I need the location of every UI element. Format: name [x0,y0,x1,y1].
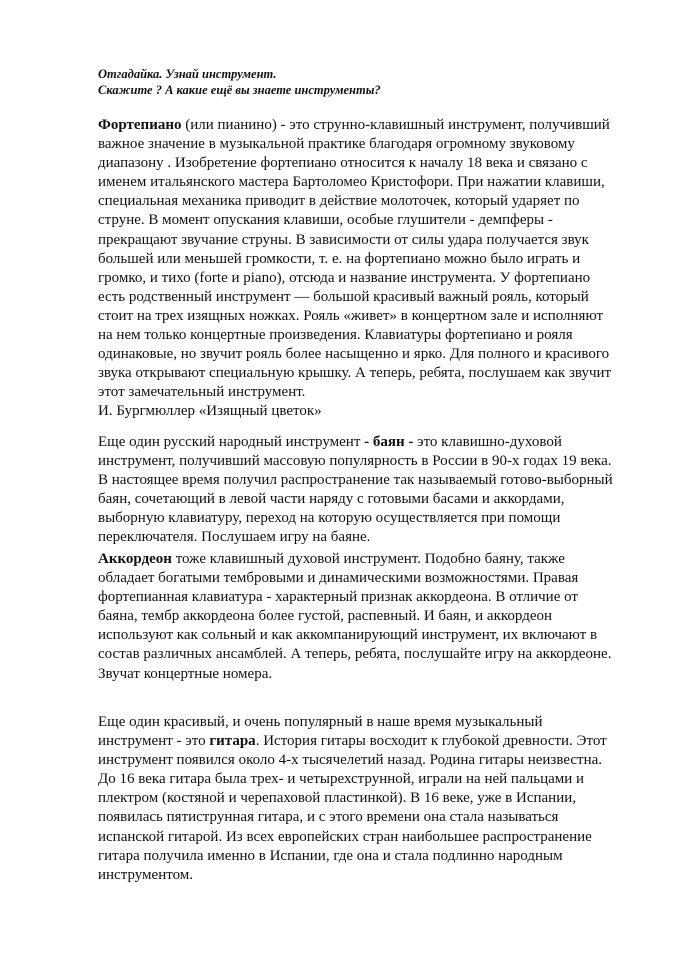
paragraph-line: гитара получила именно в Испании, где она и стала подлинно народным [98,847,563,864]
paragraph-line: состав различных ансамблей. А теперь, ребята, послушайте игру на аккордеоне. [98,646,612,663]
paragraph-guitar [98,713,638,885]
paragraph-line: Звучат концертные номера. [98,665,273,682]
paragraph-line: есть родственный инструмент — большой красивый важный рояль, который [98,288,589,305]
paragraph-line: баяна, тембр аккордеона более густой, распевный. И баян, и аккордеон [98,608,553,625]
paragraph-line: именем итальянского мастера Бартоломео Кристофори. При нажатии клавиши, [98,174,605,191]
paragraph-line: обладает богатыми тембровыми и динамическими возможностями. Правая [98,570,579,587]
paragraph-line: используют как сольный и как аккомпанирующий инструмент, их включают в [98,627,598,644]
term-accordion: Аккордеон [98,551,172,567]
paragraph-line: переключателя. Послушаем игру на баяне. [98,529,371,546]
paragraph-line: плектром (костяной и черепаховой пластинкой). В 16 веке, уже в Испании, [98,790,577,807]
paragraph-line: инструмент появился около 4-х тысячелетий назад. Родина гитары неизвестна. [98,752,603,769]
paragraph-bayan [98,433,638,548]
paragraph-line: звука открывают специальную крышку. А теперь, ребята, послушаем как звучит [98,365,612,382]
paragraph-line: инструмент, получивший массовую популярность в России в 90-х годах 19 века. [98,453,612,470]
paragraph-line: стоит на трех изящных ножках. Рояль «живет» в концертном зале и исполняют [98,307,604,324]
paragraph-piano [98,116,638,422]
term-guitar: гитара [209,733,256,750]
page-header [98,66,618,98]
paragraph-line: испанской гитарой. Из всех европейских стран наибольшее распространение [98,828,592,845]
term-piano: Фортепиано [98,117,182,133]
paragraph-line: струне. В момент опускания клавиши, особые глушители - демпферы - [98,212,553,229]
paragraph-line: одинаковые, но звучит рояль более насыщенно и ярко. Для полного и красивого [98,346,610,363]
paragraph-line: фортепианная клавиатура - характерный признак аккордеона. В отличие от [98,589,578,606]
paragraph-line: на нем только концертные произведения. Клавиатуры фортепиано и рояля [98,327,573,344]
paragraph-line: специальная механика приводит в действие молоточек, который ударяет по [98,193,580,210]
header-question: Скажите ? А какие ещё вы знаете инструменты? [98,83,381,97]
paragraph-line: инструментом. [98,866,194,883]
paragraph-line: диапазону . Изобретение фортепиано относится к началу 18 века и связано с [98,155,588,172]
paragraph-line: большей или меньшей громкости, т. е. на фортепиано можно было играть и [98,250,581,267]
paragraph-line: Аккордеон тоже клавишный духовой инструмент. Подобно баяну, также [98,551,565,567]
composer-piece: И. Бургмюллер «Изящный цветок» [98,403,322,420]
paragraph-line: До 16 века гитара была трех- и четырехструнной, играли на ней пальцами и [98,771,585,788]
paragraph-line: этот замечательный инструмент. [98,384,306,401]
paragraph-line: баян, сочетающий в левой части наряду с готовыми басами и аккордами, [98,491,565,508]
paragraph-line: Фортепиано (или пианино) - это струнно-клавишный инструмент, получивший [98,117,610,133]
paragraph-line: Еще один красивый, и очень популярный в наше время музыкальный [98,714,543,730]
paragraph-line: В настоящее время получил распространение так называемый готово-выборный [98,472,613,489]
paragraph-accordion [98,550,638,684]
paragraph-line: выборную клавиатуру, переход на которую осуществляется при помощи [98,510,561,527]
paragraph-line: прекращают звучание струны. В зависимости от силы удара получается звук [98,231,589,248]
header-title: Отгадайка. Узнай инструмент. [98,67,277,81]
paragraph-line: Еще один русский народный инструмент - баян - это клавишно-духовой [98,434,562,450]
paragraph-line: громко, и тихо (forte и piano), отсюда и название инструмента. У фортепиано [98,269,591,286]
paragraph-line: инструмент - это гитара. История гитары восходит к глубокой древности. Этот [98,733,607,750]
paragraph-line: появилась пятиструнная гитара, и с этого времени она стала называться [98,809,559,826]
paragraph-line: важное значение в музыкальной практике благодаря огромному звуковому [98,136,575,153]
term-bayan: - баян - [364,434,414,450]
